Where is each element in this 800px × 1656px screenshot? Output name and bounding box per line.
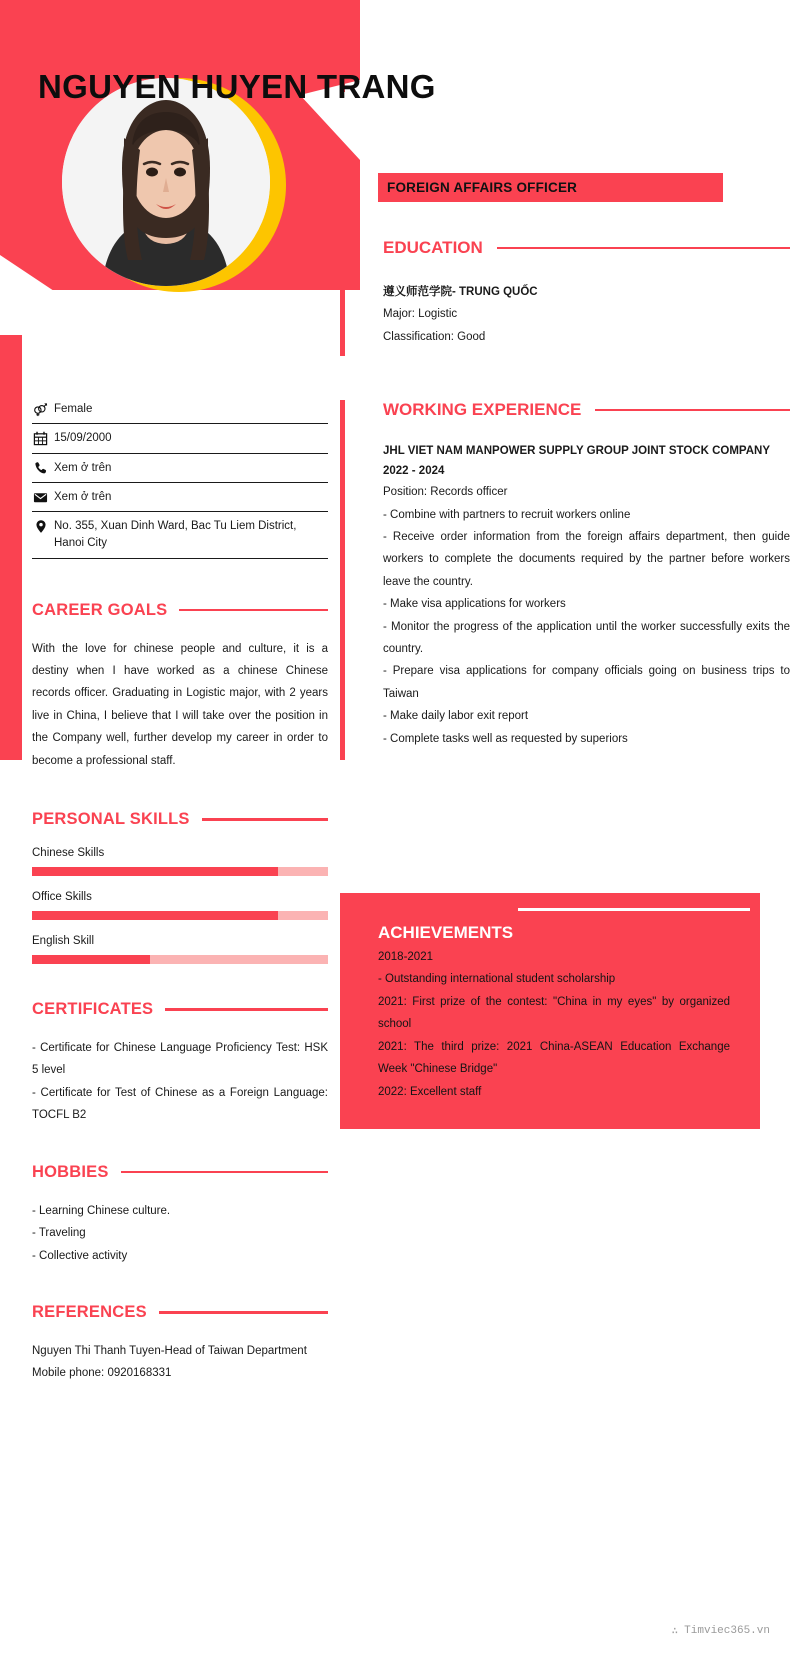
reference-item: Nguyen Thi Thanh Tuyen-Head of Taiwan Department xyxy=(32,1344,307,1357)
hobbies-heading xyxy=(32,1163,328,1182)
contact-list xyxy=(32,395,328,559)
references-heading xyxy=(32,1303,328,1322)
experience-duty: - Monitor the progress of the application until the worker successfully exits the country. xyxy=(383,620,790,656)
certificates-title: CERTIFICATES xyxy=(32,1000,154,1019)
hobby-item: - Collective activity xyxy=(32,1249,128,1262)
skill-bar-track xyxy=(32,911,328,920)
skill-label: Chinese Skills xyxy=(32,847,105,860)
references-title: REFERENCES xyxy=(32,1302,147,1321)
education-school-cn: 遵义师范学院 xyxy=(383,284,452,298)
achievements-section xyxy=(340,893,760,1129)
job-title-text: FOREIGN AFFAIRS OFFICER xyxy=(387,180,578,195)
contact-value: No. 355, Xuan Dinh Ward, Bac Tu Liem District, Hanoi City xyxy=(54,520,297,550)
calendar-icon xyxy=(32,430,49,446)
personal-skills-title: PERSONAL SKILLS xyxy=(32,810,190,829)
hobbies-rule xyxy=(121,1171,328,1174)
achievement-item: 2022: Excellent staff xyxy=(378,1085,482,1098)
career-goals-title: CAREER GOALS xyxy=(32,600,168,619)
experience-company: JHL VIET NAM MANPOWER SUPPLY GROUP JOINT STOCK COMPANY xyxy=(383,445,771,457)
education-rule xyxy=(497,247,790,250)
references-rule xyxy=(159,1311,328,1314)
gender-icon xyxy=(32,401,49,417)
hobby-item: - Traveling xyxy=(32,1227,86,1240)
career-goals-text: With the love for chinese people and culture, it is a destiny when I have worked as a chinese Chinese records officer. Graduating in Logistic major, with 2 years live in China, I believe that I will take over the position in the Company well, further develop my career in order to become a professional staff. xyxy=(32,642,328,767)
personal-skills-heading xyxy=(32,810,328,829)
contact-value: Xem ở trên xyxy=(54,461,112,474)
achievement-item: 2018-2021 xyxy=(378,951,433,963)
hobbies-title: HOBBIES xyxy=(32,1162,109,1181)
achievements-rule xyxy=(518,908,750,911)
career-goals-heading xyxy=(32,601,328,620)
experience-duty: - Make daily labor exit report xyxy=(383,710,529,723)
reference-item: Mobile phone: 0920168331 xyxy=(32,1367,172,1380)
career-goals-rule xyxy=(179,609,328,612)
skill-label: English Skill xyxy=(32,935,94,948)
education-school-country: - TRUNG QUỐC xyxy=(452,286,538,298)
experience-duty: - Make visa applications for workers xyxy=(383,598,566,611)
achievement-item: - Outstanding international student scholarship xyxy=(378,973,616,986)
logo-icon: ∴ xyxy=(671,1626,679,1638)
job-title-badge xyxy=(378,173,723,202)
working-experience-heading xyxy=(383,400,790,420)
experience-duty: - Prepare visa applications for company officials going on business trips to Taiwan xyxy=(383,665,790,700)
education-school xyxy=(383,280,790,303)
hobby-item: - Learning Chinese culture. xyxy=(32,1204,171,1217)
contact-item-email[interactable] xyxy=(32,483,328,512)
avatar-photo xyxy=(62,78,270,286)
experience-duty: - Receive order information from the foreign affairs department, then guide workers to complete the documents required by the partner before workers leave the country. xyxy=(383,530,790,588)
education-classification: Classification: Good xyxy=(383,330,486,343)
skill-bar-track xyxy=(32,955,328,964)
contact-value: Female xyxy=(54,403,93,415)
location-icon xyxy=(32,518,49,534)
education-heading xyxy=(383,238,790,258)
contact-item-address xyxy=(32,512,328,559)
sidebar xyxy=(32,395,328,1385)
skill-label: Office Skills xyxy=(32,891,92,904)
contact-item-gender xyxy=(32,395,328,424)
skill-row xyxy=(32,891,328,920)
personal-skills-rule xyxy=(202,818,328,821)
contact-value: 15/09/2000 xyxy=(54,432,112,445)
education-section xyxy=(340,238,790,356)
skill-bar-fill xyxy=(32,911,278,920)
education-major: Major: Logistic xyxy=(383,308,458,321)
certificates-rule xyxy=(165,1008,328,1011)
page-title: NGUYEN HUYEN TRANG xyxy=(38,68,436,105)
avatar xyxy=(62,78,276,292)
certificates-heading xyxy=(32,1000,328,1019)
working-experience-title: WORKING EXPERIENCE xyxy=(383,400,582,419)
footer-watermark xyxy=(672,1624,770,1638)
experience-position: Position: Records officer xyxy=(383,486,508,499)
left-red-strip xyxy=(0,0,22,760)
achievement-item: 2021: First prize of the contest: "China in my eyes" by organized school xyxy=(378,995,730,1031)
contact-value: Xem ở trên xyxy=(54,490,112,503)
experience-duty: - Combine with partners to recruit workers online xyxy=(383,508,631,521)
phone-icon xyxy=(32,460,49,475)
skill-bar-fill xyxy=(32,955,150,964)
skill-row xyxy=(32,847,328,876)
email-icon xyxy=(32,489,49,505)
education-title: EDUCATION xyxy=(383,238,483,257)
contact-item-birthdate xyxy=(32,424,328,453)
certificate-item: - Certificate for Test of Chinese as a Foreign Language: TOCFL B2 xyxy=(32,1086,328,1122)
experience-duty: - Complete tasks well as requested by superiors xyxy=(383,732,628,745)
working-experience-rule xyxy=(595,409,790,412)
watermark-text: Timviec365.vn xyxy=(684,1625,770,1637)
skill-bar-track xyxy=(32,867,328,876)
skill-bar-fill xyxy=(32,867,278,876)
certificate-item: - Certificate for Chinese Language Proficiency Test: HSK 5 level xyxy=(32,1042,328,1077)
achievements-title: ACHIEVEMENTS xyxy=(378,923,514,942)
working-experience-section xyxy=(340,400,790,760)
achievement-item: 2021: The third prize: 2021 China-ASEAN Education Exchange Week "Chinese Bridge" xyxy=(378,1040,730,1076)
skill-row xyxy=(32,935,328,964)
contact-item-phone[interactable] xyxy=(32,454,328,483)
experience-period: 2022 - 2024 xyxy=(383,464,445,477)
